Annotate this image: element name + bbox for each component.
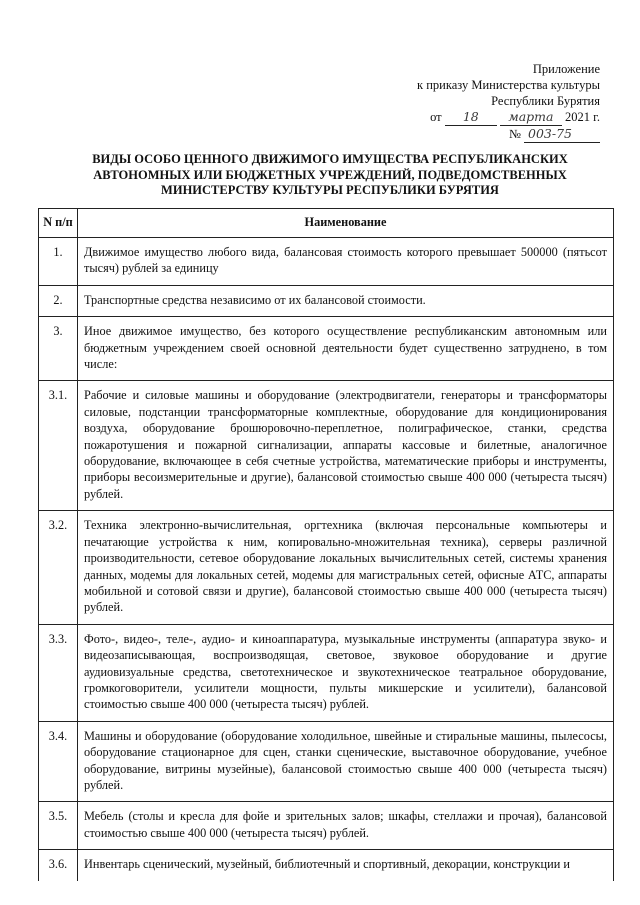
table-row [39, 285, 614, 316]
republic-name: Республики Бурятия [491, 94, 600, 108]
appendix-header [340, 61, 600, 143]
table-row [39, 624, 614, 721]
date-year: 2021 г. [565, 110, 600, 124]
table-row [39, 238, 614, 286]
row-text: Рабочие и силовые машины и оборудование (электродвигатели, генераторы и трансформаторы силовые, подстанции трансформаторные комплектные, оборудование для кондиционирования воздуха, оборудование брошюровочно-переплетное, полиграфическое, станки, средства пожаротушения и пожарной сигнализации, аппараты кассовые и билетные, аналогичное оборудование, включающее в себя счетные устройства, математические приборы и инструменты, приборы весоизмерительные и другие), балансовой стоимостью свыше 400 000 (четыреста тысяч) рублей. [78, 381, 614, 511]
row-number: 3.2. [39, 511, 78, 624]
row-text: Транспортные средства независимо от их балансовой стоимости. [78, 285, 614, 316]
row-number: 3.3. [39, 624, 78, 721]
table-row [39, 850, 614, 881]
row-text: Инвентарь сценический, музейный, библиотечный и спортивный, декорации, конструкции и [78, 850, 614, 881]
number-value: 003-75 [524, 126, 600, 143]
row-number: 3.1. [39, 381, 78, 511]
appendix-label: Приложение [532, 62, 600, 76]
order-reference: к приказу Министерства культуры [417, 78, 600, 92]
row-text: Фото-, видео-, теле-, аудио- и киноаппаратура, музыкальные инструменты (аппаратура звуко- и видеозаписывающая, воспроизводящая, световое, звуковое оборудование и другие аудиовизуальные средства, светотехническое и звукотехническое театральное оборудование, громкоговорители, усилители мощности, пульты микшерские и усилители), балансовой стоимостью свыше 400 000 (четыреста тысяч) рублей. [78, 624, 614, 721]
row-text: Мебель (столы и кресла для фойе и зрительных залов; шкафы, стеллажи и прочая), балансовой стоимостью свыше 400 000 (четыреста тысяч) рублей. [78, 802, 614, 850]
table-row [39, 381, 614, 511]
row-text: Техника электронно-вычислительная, оргтехника (включая персональные компьютеры и печатающие устройства к ним, копировально-множительная техника), серверы различной производительности, сетевое оборудование локальных вычислительных сетей, системы хранения данных, модемы для локальных сетей, модемы для магистральных сетей, офисные АТС, аппараты мобильной и сотовой связи и другие), балансовой стоимостью свыше 400 000 (четыреста тысяч) рублей. [78, 511, 614, 624]
column-header-number: N п/п [39, 209, 78, 238]
row-text: Иное движимое имущество, без которого осуществление республиканским автономным или бюджетным учреждением своей основной деятельности будет существенно затруднено, в том числе: [78, 317, 614, 381]
row-number: 3.6. [39, 850, 78, 881]
date-month: марта [500, 109, 562, 126]
table-row [39, 721, 614, 802]
date-day: 18 [445, 109, 497, 126]
order-date [340, 109, 600, 126]
table-row [39, 317, 614, 381]
table-row [39, 511, 614, 624]
property-types-table [38, 208, 614, 881]
date-prefix: от [430, 110, 442, 124]
table-header-row [39, 209, 614, 238]
order-number [340, 126, 600, 143]
table-row [39, 802, 614, 850]
row-number: 3. [39, 317, 78, 381]
number-prefix: № [508, 127, 521, 141]
row-number: 2. [39, 285, 78, 316]
row-number: 1. [39, 238, 78, 286]
row-text: Машины и оборудование (оборудование холодильное, швейные и стиральные машины, пылесосы, оборудование стационарное для сцен, станки сценические, выставочное оборудование, учебное оборудование, витрины музейные), балансовой стоимостью свыше 400 000 (четыреста тысяч) рублей. [78, 721, 614, 802]
row-number: 3.5. [39, 802, 78, 850]
column-header-name: Наименование [78, 209, 614, 238]
row-number: 3.4. [39, 721, 78, 802]
row-text: Движимое имущество любого вида, балансовая стоимость которого превышает 500000 (пятьсот тысяч) рублей за единицу [78, 238, 614, 286]
document-title: ВИДЫ ОСОБО ЦЕННОГО ДВИЖИМОГО ИМУЩЕСТВА РЕСПУБЛИКАНСКИХ АВТОНОМНЫХ ИЛИ БЮДЖЕТНЫХ УЧРЕЖДЕНИЙ, ПОДВЕДОМСТВЕННЫХ МИНИСТЕРСТВУ КУЛЬТУРЫ РЕСПУБЛИКИ БУРЯТИЯ [92, 152, 568, 197]
